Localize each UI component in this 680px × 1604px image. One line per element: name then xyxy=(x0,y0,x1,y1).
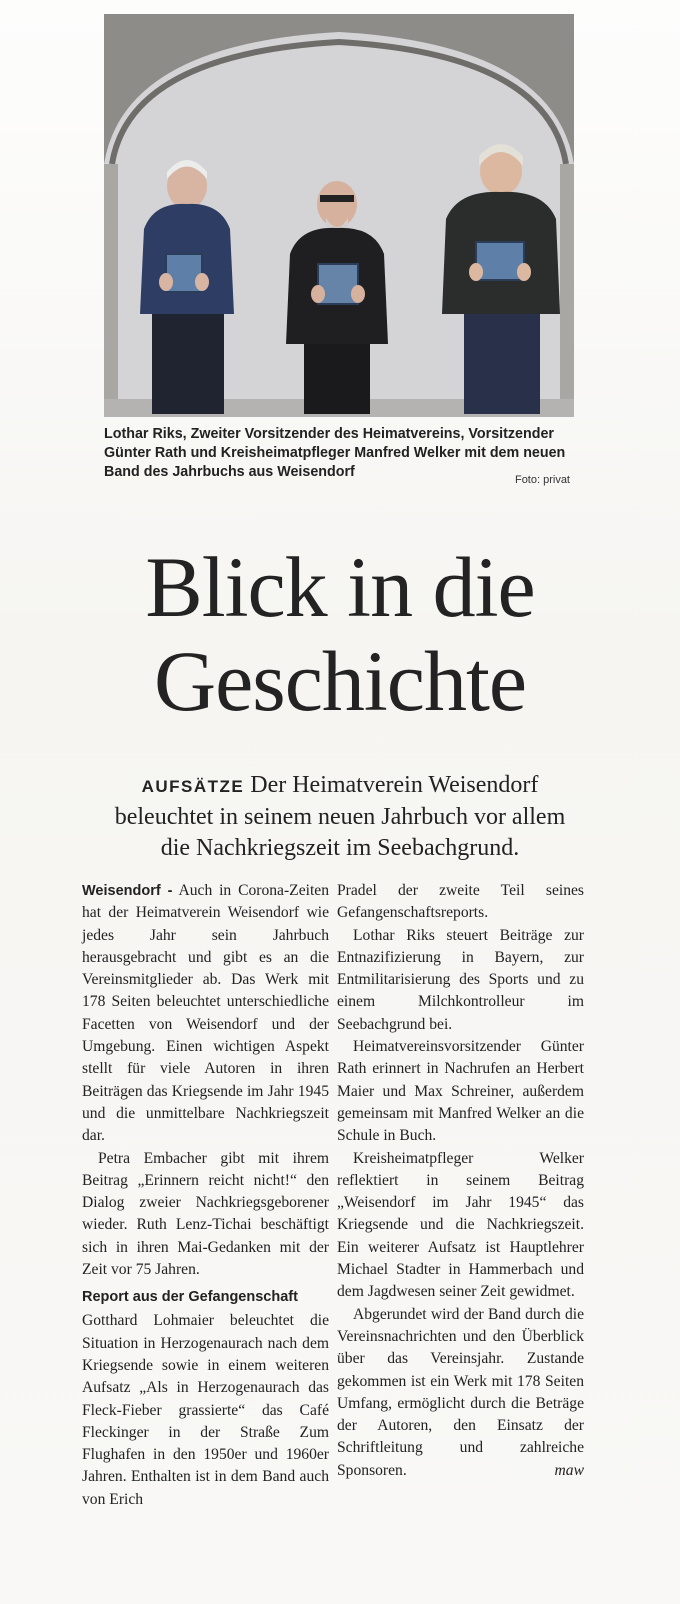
dateline: Weisendorf - xyxy=(82,883,173,899)
paragraph-7-text: Abgerundet wird der Band durch die Vereinsnachrichten und den Überblick über das Vereinsjahr. Zustande gekommen ist ein Werk mit 178 Seiten Umfang, ermöglicht durch die Beträge der Autoren, den Einsatz der Schriftleitung und zahlreiche Sponsoren. xyxy=(337,1305,584,1479)
article-column-right xyxy=(337,880,584,1482)
paragraph-3: Gotthard Lohmaier beleuchtet die Situation in Herzogenaurach nach dem Kriegsende sowie in einem weiteren Aufsatz „Als in Herzogenaurach das Fleck-Fieber grassierte“ das Café Fleckinger in der Straße Zum Flughafen in den 1950er und 1960er Jahren. Enthalten ist in dem Band auch von Erich xyxy=(82,1312,329,1508)
photo-three-men-holding-books-icon xyxy=(104,14,574,417)
headline-line-1: Blick in die xyxy=(145,539,535,635)
paragraph-3-continued: Pradel der zweite Teil seines Gefangenschaftsreports. xyxy=(337,882,584,922)
article-headline xyxy=(100,540,580,728)
photo-credit: Foto: privat xyxy=(514,474,570,486)
paragraph-5: Heimatvereinsvorsitzender Günter Rath erinnert in Nachrufen an Herbert Maier und Max Schreiner, außerdem gemeinsam mit Manfred Welker an die Schule in Buch. xyxy=(337,1038,584,1145)
article-subhead xyxy=(100,770,580,864)
paragraph-4: Lothar Riks steuert Beiträge zur Entnazifizierung in Bayern, zur Entmilitarisierung des Sports und zu einem Milchkontrolleur im Seebachgrund bei. xyxy=(337,926,584,1033)
paragraph-1-text: Auch in Corona-Zeiten hat der Heimatverein Weisendorf wie jedes Jahr sein Jahrbuch herausgebracht und gibt es an die Vereinsmitglieder ab. Das Werk mit 178 Seiten beleuchtet unterschiedliche Facetten von Weisendorf und der Umgebung. Einen wichtigen Aspekt stellt für viele Autoren in ihren Beiträgen das Kriegsende im Jahr 1945 und die unmittelbare Nachkriegszeit dar. xyxy=(82,882,329,1145)
subhead-kicker: AUFSÄTZE xyxy=(141,777,245,796)
author-signature: maw xyxy=(554,1461,584,1479)
paragraph-1 xyxy=(82,880,329,1148)
paragraph-7 xyxy=(337,1304,584,1482)
article-subheading: Report aus der Gefangenschaft xyxy=(82,1289,298,1306)
headline-line-2: Geschichte xyxy=(153,633,527,729)
paragraph-6: Kreisheimatpfleger Welker reflektiert in seinem Beitrag „Weisendorf im Jahr 1945“ das Kriegsende und die Nachkriegszeit. Ein weiterer Aufsatz ist Hauptlehrer Michael Stadter in Hammerbach und dem Jagdwesen seiner Zeit gewidmet. xyxy=(337,1149,584,1301)
paragraph-2: Petra Embacher gibt mit ihrem Beitrag „Erinnern reicht nicht!“ den Dialog zweier Nachkriegsgeborener wieder. Ruth Lenz-Tichai beschäftigt sich in ihren Mai-Gedanken mit der Zeit vor 75 Jahren. xyxy=(82,1149,329,1279)
article-column-left xyxy=(82,880,329,1511)
article-photo xyxy=(104,14,574,417)
photo-caption: Lothar Riks, Zweiter Vorsitzender des Heimatvereins, Vorsitzender Günter Rath und Kreisheimatpfleger Manfred Welker mit dem neuen Band des Jahrbuchs aus Weisendorf xyxy=(104,426,566,480)
subhead-text: Der Heimatverein Weisendorf beleuchtet in seinem neuen Jahrbuch vor allem die Nachkriegszeit im Seebachgrund. xyxy=(114,772,566,861)
